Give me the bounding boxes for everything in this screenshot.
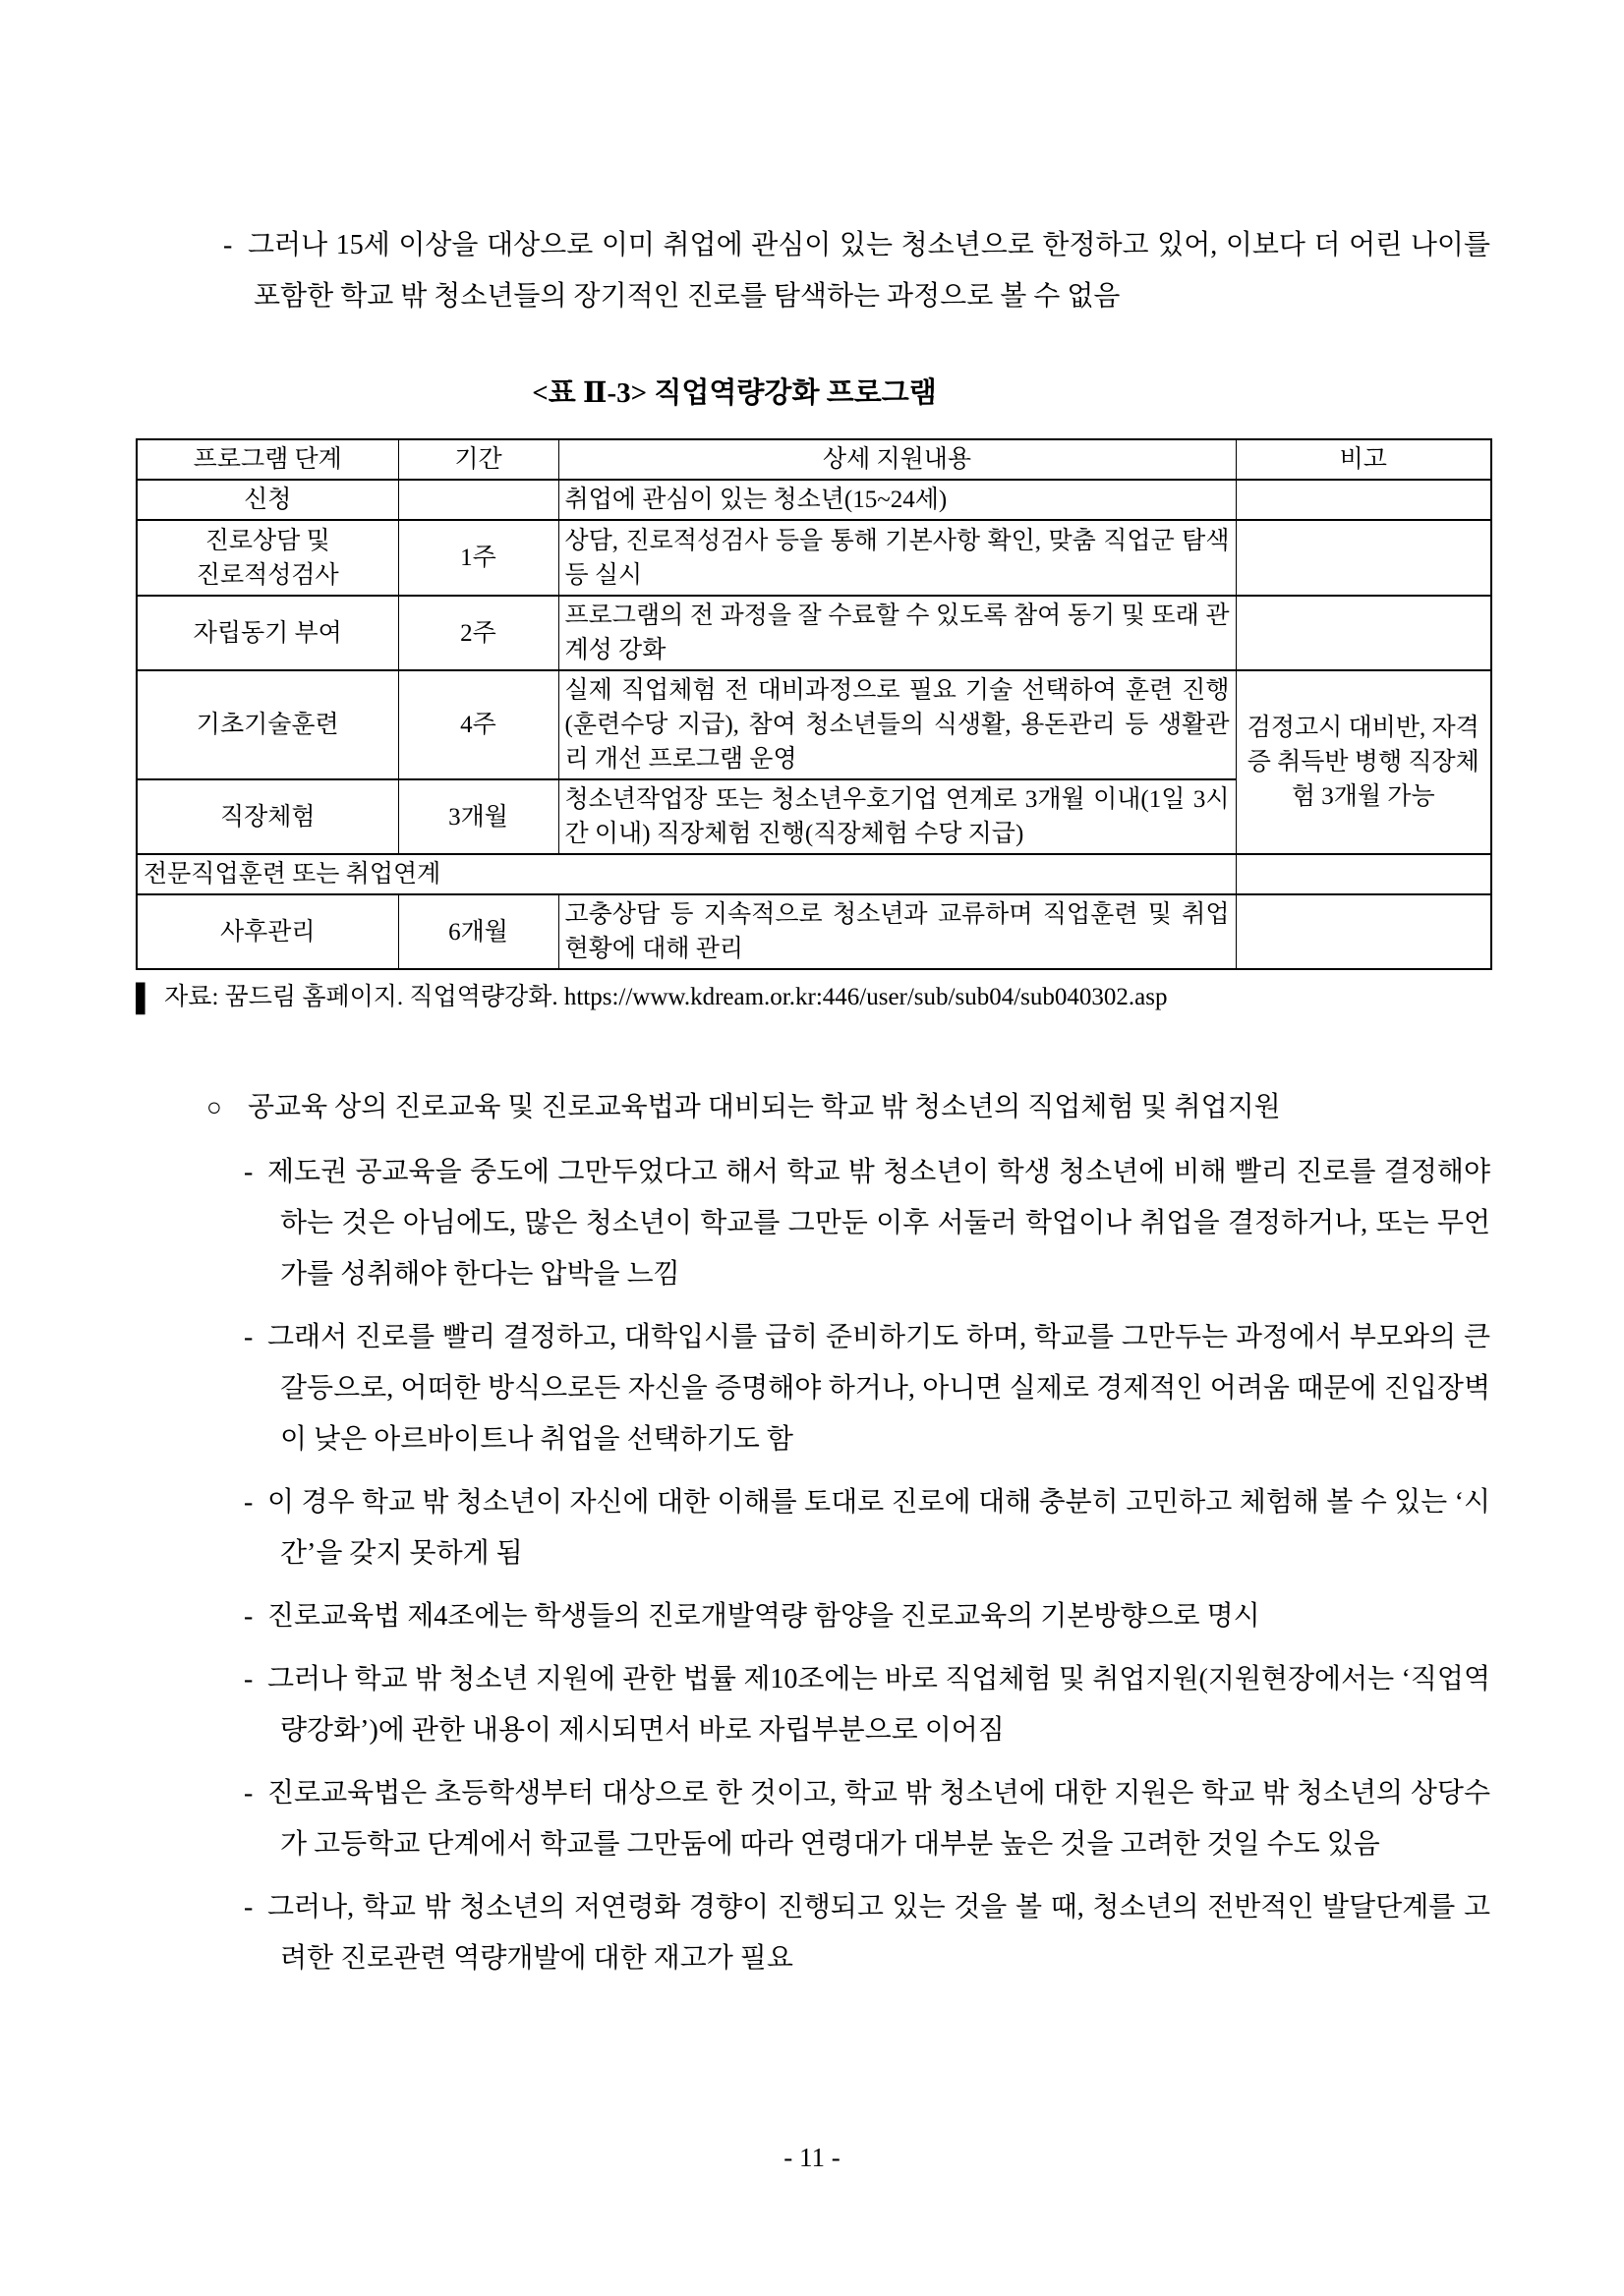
source-text: 자료: 꿈드림 홈페이지. 직업역량강화. https://www.kdream.or.kr:446/user/sub/sub04/sub040302.asp — [164, 984, 1168, 1010]
note-cell — [1236, 480, 1491, 520]
bullet-list — [136, 1147, 1490, 1984]
col-header-note: 비고 — [1236, 439, 1491, 480]
note-cell — [1236, 520, 1491, 596]
dash-icon: - — [244, 1322, 254, 1352]
col-header-detail: 상세 지원내용 — [558, 439, 1236, 480]
bullet-text: 진로교육법은 초등학생부터 대상으로 한 것이고, 학교 밖 청소년에 대한 지원은 학교 밖 청소년의 상당수가 고등학교 단계에서 학교를 그만둠에 따라 연령대가 대부분 높은 것을 고려한 것일 수도 있음 — [267, 1778, 1490, 1860]
content-column — [136, 0, 1490, 1996]
bullet-item — [136, 1312, 1490, 1465]
bullet-item — [136, 1147, 1490, 1300]
stage-cell: 신청 — [137, 480, 398, 520]
col-header-stage: 프로그램 단계 — [137, 439, 398, 480]
table-row-aftercare — [137, 894, 1491, 969]
intro-bullet-text: 그러나 15세 이상을 대상으로 이미 취업에 관심이 있는 청소년으로 한정하고 있어, 이보다 더 어린 나이를 포함한 학교 밖 청소년들의 장기적인 진로를 탐색하는 과정으로 볼 수 없음 — [248, 230, 1490, 312]
bullet-item — [136, 1477, 1490, 1579]
table-row-motive — [137, 596, 1491, 670]
table-title: <표 Ⅱ-3> 직업역량강화 프로그램 — [532, 377, 937, 409]
bullet-item — [136, 1654, 1490, 1756]
detail-cell: 청소년작업장 또는 청소년우호기업 연계로 3개월 이내(1일 3시간 이내) 직장체험 진행(직장체험 수당 지급) — [558, 779, 1236, 854]
period-cell: 1주 — [398, 520, 558, 596]
bullet-text: 제도권 공교육을 중도에 그만두었다고 해서 학교 밖 청소년이 학생 청소년에 비해 빨리 진로를 결정해야 하는 것은 아님에도, 많은 청소년이 학교를 그만둔 이후 서둘러 학업이나 취업을 결정하거나, 또는 무언가를 성취해야 한다는 압박을 느낌 — [267, 1157, 1490, 1290]
bullet-item — [136, 1591, 1490, 1642]
page-number: - 11 - — [783, 2143, 841, 2172]
bullet-text: 진로교육법 제4조에는 학생들의 진로개발역량 함양을 진로교육의 기본방향으로 명시 — [267, 1601, 1260, 1632]
dash-icon: - — [244, 1487, 254, 1518]
section-heading-text: 공교육 상의 진로교육 및 진로교육법과 대비되는 학교 밖 청소년의 직업체험 및 취업지원 — [248, 1092, 1281, 1122]
stage-cell: 자립동기 부여 — [137, 596, 398, 670]
period-cell: 4주 — [398, 670, 558, 779]
bullet-item — [136, 1882, 1490, 1984]
intro-bullet-item — [136, 220, 1490, 322]
note-cell — [1236, 854, 1491, 894]
dash-icon: - — [244, 1892, 254, 1923]
table-row-counsel — [137, 520, 1491, 596]
note-cell — [1236, 894, 1491, 969]
bullet-text: 그러나, 학교 밖 청소년의 저연령화 경향이 진행되고 있는 것을 볼 때, 청소년의 전반적인 발달단계를 고려한 진로관련 역량개발에 대한 재고가 필요 — [267, 1892, 1490, 1974]
stage-cell: 기초기술훈련 — [137, 670, 398, 779]
stage-cell: 직장체험 — [137, 779, 398, 854]
table-row-basic-training — [137, 670, 1491, 779]
dash-icon: - — [244, 1664, 254, 1694]
dash-icon: - — [244, 1601, 254, 1632]
bullet-text: 그러나 학교 밖 청소년 지원에 관한 법률 제10조에는 바로 직업체험 및 취업지원(지원현장에서는 ‘직업역량강화’)에 관한 내용이 제시되면서 바로 자립부분으로 이어짐 — [267, 1664, 1490, 1746]
source-bar-icon: ▌ — [136, 983, 155, 1012]
detail-cell: 고충상담 등 지속적으로 청소년과 교류하며 직업훈련 및 취업 현황에 대해 관리 — [558, 894, 1236, 969]
bullet-item — [136, 1768, 1490, 1870]
dash-icon: - — [244, 1778, 254, 1808]
period-cell: 2주 — [398, 596, 558, 670]
detail-cell: 프로그램의 전 과정을 잘 수료할 수 있도록 참여 동기 및 또래 관계성 강화 — [558, 596, 1236, 670]
dash-icon: - — [244, 1157, 254, 1187]
program-table — [136, 438, 1492, 970]
period-cell: 6개월 — [398, 894, 558, 969]
table-header-row — [137, 439, 1491, 480]
bullet-text: 이 경우 학교 밖 청소년이 자신에 대한 이해를 토대로 진로에 대해 충분히 고민하고 체험해 볼 수 있는 ‘시간’을 갖지 못하게 됨 — [267, 1487, 1490, 1569]
note-cell — [1236, 596, 1491, 670]
detail-cell: 취업에 관심이 있는 청소년(15~24세) — [558, 480, 1236, 520]
detail-cell: 실제 직업체험 전 대비과정으로 필요 기술 선택하여 훈련 진행 (훈련수당 지급), 참여 청소년들의 식생활, 용돈관리 등 생활관리 개선 프로그램 운영 — [558, 670, 1236, 779]
section-heading — [136, 1082, 1490, 1133]
detail-cell: 상담, 진로적성검사 등을 통해 기본사항 확인, 맞춤 직업군 탐색 등 실시 — [558, 520, 1236, 596]
col-header-period: 기간 — [398, 439, 558, 480]
period-cell: 3개월 — [398, 779, 558, 854]
stage-cell: 진로상담 및 진로적성검사 — [137, 520, 398, 596]
bullet-text: 그래서 진로를 빨리 결정하고, 대학입시를 급히 준비하기도 하며, 학교를 그만두는 과정에서 부모와의 큰 갈등으로, 어떠한 방식으로든 자신을 증명해야 하거나, 아니면 실제로 경제적인 어려움 때문에 진입장벽이 낮은 아르바이트나 취업을 선택하기도 함 — [267, 1322, 1490, 1455]
dash-icon: - — [223, 230, 233, 260]
note-cell-merged: 검정고시 대비반, 자격증 취득반 병행 직장체험 3개월 가능 — [1236, 670, 1491, 854]
merged-stage-cell: 전문직업훈련 또는 취업연계 — [137, 854, 1236, 894]
circle-bullet-icon: ○ — [206, 1093, 222, 1121]
period-cell — [398, 480, 558, 520]
bullet-section — [136, 1082, 1490, 1984]
stage-cell: 사후관리 — [137, 894, 398, 969]
source-note — [136, 982, 1490, 1013]
table-row-apply — [137, 480, 1491, 520]
table-row-pro-training — [137, 854, 1491, 894]
